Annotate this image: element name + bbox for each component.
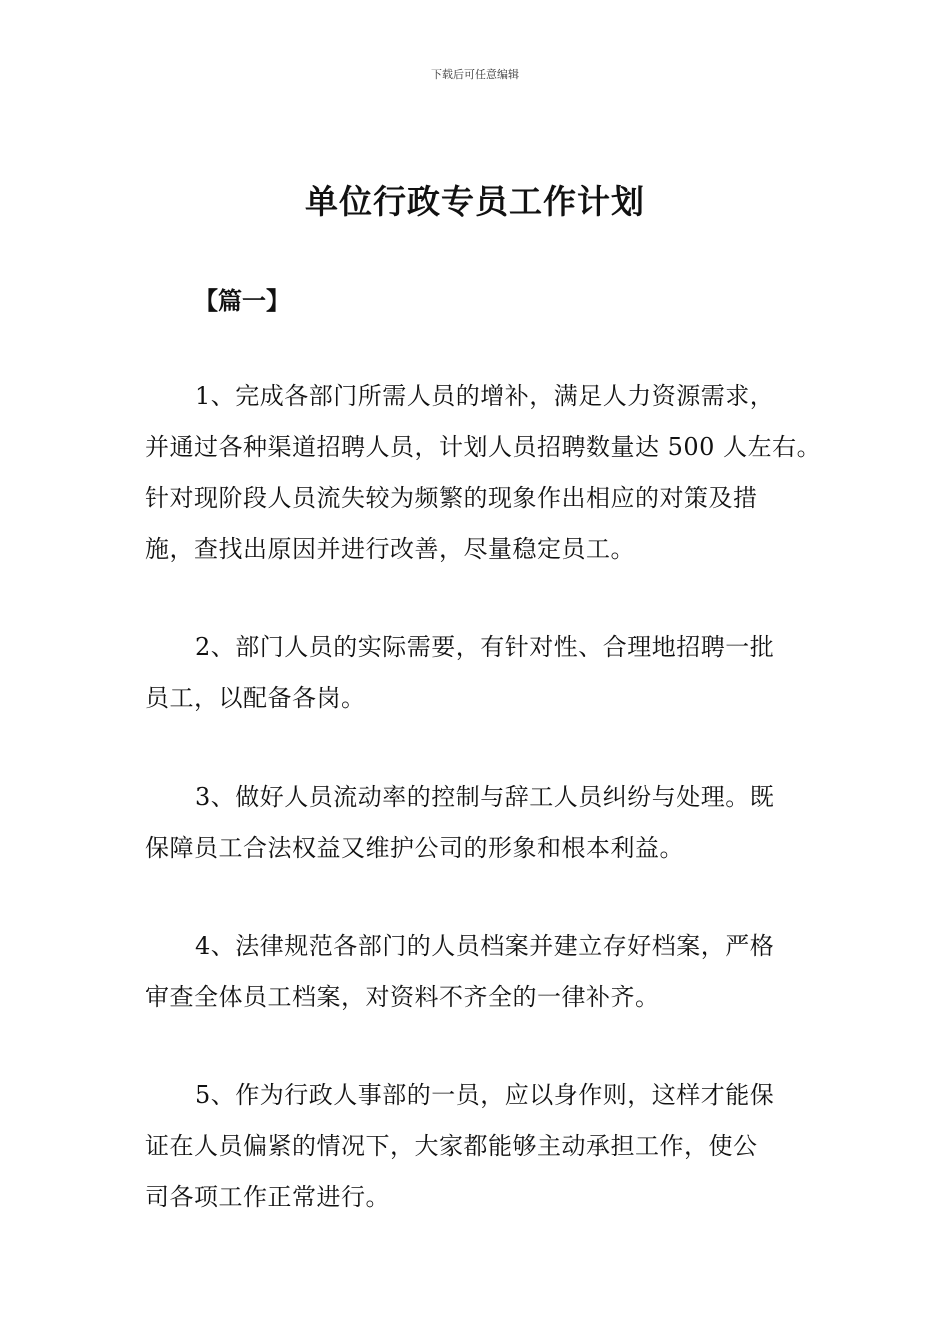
paragraph-line: 4、法律规范各部门的人员档案并建立存好档案，严格 [195, 932, 775, 960]
paragraph-line: 司各项工作正常进行。 [145, 1183, 390, 1211]
paragraph-line: 审查全体员工档案，对资料不齐全的一律补齐。 [145, 983, 660, 1011]
paragraph-line: 证在人员偏紧的情况下，大家都能够主动承担工作，使公 [145, 1132, 758, 1160]
paragraph-line: 2、部门人员的实际需要，有针对性、合理地招聘一批 [195, 633, 775, 661]
paragraph-3 [145, 772, 825, 874]
paragraph-5 [145, 1070, 825, 1223]
paragraph-2 [145, 622, 825, 724]
document-title: 单位行政专员工作计划 [305, 182, 645, 221]
header-note: 下载后可任意编辑 [431, 68, 519, 81]
paragraph-line: 保障员工合法权益又维护公司的形象和根本利益。 [145, 834, 684, 862]
paragraph-line: 并通过各种渠道招聘人员，计划人员招聘数量达 500 人左右。 [145, 433, 822, 461]
paragraph-line: 3、做好人员流动率的控制与辞工人员纠纷与处理。既 [195, 783, 775, 811]
paragraph-line: 5、作为行政人事部的一员，应以身作则，这样才能保 [195, 1081, 775, 1109]
section-heading: 【篇一】 [194, 286, 290, 315]
paragraph-line: 员工，以配备各岗。 [145, 684, 366, 712]
paragraph-line: 针对现阶段人员流失较为频繁的现象作出相应的对策及措 [145, 484, 758, 512]
paragraph-line: 施，查找出原因并进行改善，尽量稳定员工。 [145, 535, 635, 563]
paragraph-line: 1、完成各部门所需人员的增补，满足人力资源需求， [195, 382, 775, 410]
paragraph-4 [145, 921, 825, 1023]
paragraph-1 [145, 371, 825, 575]
